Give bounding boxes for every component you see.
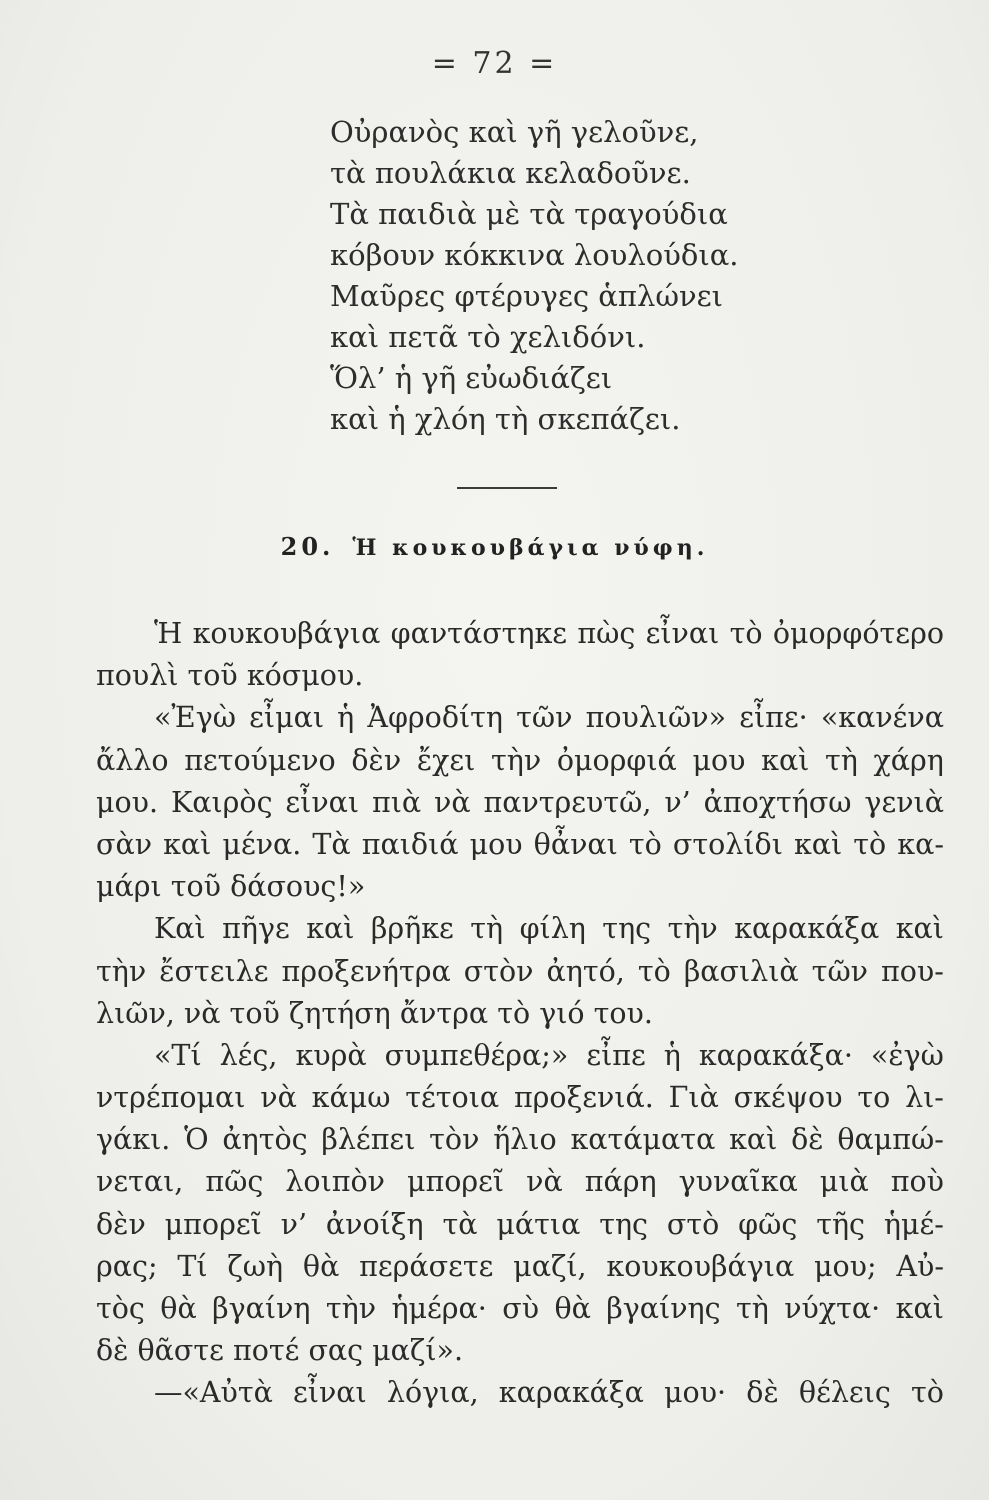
prose-word: Ὁ [184,1123,209,1157]
prose-word: θαμπώ- [837,1123,944,1157]
prose-word: θἆναι [533,827,618,861]
prose-word: γυναῖκα [678,1165,798,1199]
prose-word: προξενιά. [513,1081,654,1115]
prose-word: «Τί [154,1038,202,1072]
prose-word: καὶ [729,1123,778,1157]
prose-word: καὶ [163,827,212,861]
prose-line [96,697,944,739]
prose-word: τῶν [811,954,869,988]
prose-word: λοιπὸν [285,1165,385,1199]
prose-word: εἶναι [293,1376,367,1410]
prose-word: θὰ [302,1249,340,1283]
prose-word: κουκουβάγια [606,1249,795,1283]
prose-word: ἀητό, [546,954,625,988]
prose-word: ἄλλο [96,743,169,777]
prose-word: νὰ [260,1081,297,1115]
prose-word: κατάματα [570,1123,716,1157]
prose-line: πουλὶ τοῦ κόσμου. [96,659,364,693]
prose-word: τῶν [516,701,573,735]
prose-word: σκέψου [733,1081,843,1115]
prose-word: κα- [897,827,944,861]
poem-line: καὶ πετᾶ τὸ χελιδόνι. [330,320,646,354]
prose-word: περάσετε [359,1249,494,1283]
prose-line [96,1246,944,1288]
prose-word: καὶ [895,912,944,946]
poem-line: τὰ πουλάκια κελαδοῦνε. [330,156,691,190]
prose-word: ποὺ [890,1165,944,1199]
prose-word: νὰ [434,785,471,819]
prose-word: τὸ [910,1376,944,1410]
prose-word: θὰ [160,1292,197,1325]
prose-word: λόγια, [386,1376,479,1410]
prose-word: ν’ [664,785,691,819]
prose-word: παιδιά [361,827,459,861]
prose-word: ἔστειλε [159,954,269,988]
prose-word: τὸν [429,1123,480,1157]
prose-word: πουλιῶν» [585,701,727,735]
prose-word: τὴν [325,1292,377,1325]
prose-word: εἶναι [645,617,720,650]
prose-line [96,1077,944,1119]
prose-line: λιῶν, νὰ τοῦ ζητήση ἄντρα τὸ γιό του. [96,996,653,1030]
prose-word: ἔχει [416,743,476,777]
prose-line [96,782,944,824]
poem-line: Τὰ παιδιὰ μὲ τὰ τραγούδια [330,197,728,231]
prose-word: καρακάξα [734,912,880,946]
prose-word: Καὶ [154,912,206,946]
prose-word: Αὐ- [896,1249,944,1283]
prose-word: τὴ [470,912,504,946]
prose-word: φαντάστηκε [390,617,568,650]
prose-word: ἡ [663,1038,681,1072]
prose-word: τὴν [96,954,147,988]
prose-word: πῆγε [222,912,290,946]
prose-word: ν’ [280,1207,308,1241]
prose-word: εἶναι [285,785,360,819]
prose-word: ἡμέ- [883,1207,944,1241]
prose-word: τὴν [667,912,718,946]
prose-word: πάρη [584,1165,657,1199]
prose-word: Γιὰ [668,1081,719,1115]
prose-word: φῶς [738,1207,798,1241]
prose-word: τὴ [825,743,858,777]
prose-line [96,1288,944,1330]
prose-word: τὸ [729,617,763,650]
prose-word: νεται, [96,1165,184,1199]
prose-line [96,1372,944,1414]
prose-word: μου. [96,785,159,819]
prose-word: «ἐγὼ [870,1038,944,1072]
prose-word: βλέπει [321,1123,416,1157]
prose-word: βγαίνης [606,1292,721,1325]
prose-line [96,1119,944,1161]
prose-word: ἡ [337,701,355,735]
prose-word: χάρη [873,743,944,777]
prose-word: ντρέπομαι [96,1081,246,1115]
section-heading [0,532,989,561]
poem-line: Μαῦρες φτέρυγες ἁπλώνει [330,279,724,313]
prose-word: της [602,912,652,946]
prose-word: στὸ [666,1207,720,1241]
prose-word: σὺ [502,1292,540,1325]
poem-line: καὶ ἡ χλόη τὴ σκεπάζει. [330,402,681,436]
prose-word: —«Αὐτὰ [154,1376,273,1410]
prose-word: εἶπε [586,1038,646,1072]
prose-word: σὰν [96,827,153,861]
prose-word: λι- [905,1081,944,1115]
prose-line [96,908,944,950]
prose-word: τέτοια [405,1081,500,1115]
section-number: 20. [280,532,335,561]
prose-line [96,1035,944,1077]
prose-word: καὶ [306,912,355,946]
prose-word: μαζί, [513,1249,587,1283]
prose-word: πιὰ [371,785,422,819]
prose-word: τὰ [442,1207,478,1241]
prose-word: κάμω [311,1081,391,1115]
prose-word: γενιὰ [864,785,944,819]
prose-word: προξενήτρα [281,954,451,988]
prose-word: μπορεῖ [407,1165,505,1199]
prose-word: καὶ [895,1292,944,1325]
poem-line: Ὅλ’ ἡ γῆ εὐωδιάζει [330,361,613,395]
prose-word: ἡμέρα· [391,1292,487,1325]
prose-word: Ἀφροδίτη [367,701,504,735]
prose-word: δὲ [791,1123,824,1157]
prose-body [96,613,944,1415]
prose-word: ἀποχτήσω [703,785,852,819]
poem-stanza [330,112,850,440]
prose-word: στολίδι [672,827,783,861]
prose-word: καὶ [793,827,843,861]
prose-word: τὸ [853,827,887,861]
prose-word: κουκουβάγια [192,617,381,650]
prose-word: ρας; [96,1249,158,1283]
prose-word: της [599,1207,649,1241]
prose-word: πετούμενο [184,743,336,777]
prose-word: μου [469,827,523,861]
section-divider [457,487,557,489]
prose-word: τὸ [637,954,671,988]
prose-word: που- [881,954,944,988]
prose-word: δὲ [746,1376,779,1410]
prose-word: λές, [219,1038,278,1072]
prose-word: γάκι. [96,1123,171,1157]
prose-word: θὰ [554,1292,591,1325]
page-number: = 72 = [431,46,558,81]
prose-word: Τί [177,1249,208,1283]
prose-word: τῆς [816,1207,866,1241]
prose-word: εἶπε· [739,701,808,735]
prose-word: «Ἐγὼ [154,701,237,735]
prose-word: τὸς [96,1292,145,1325]
prose-word: «κανένα [820,701,944,735]
prose-word: καὶ [761,743,810,777]
prose-word: Καιρὸς [170,785,273,819]
prose-word: Τὰ [312,827,351,861]
prose-word: ὀμορφότερο [772,617,944,650]
prose-word: ἀητὸς [222,1123,308,1157]
prose-word: μου; [814,1249,877,1283]
prose-line [96,740,944,782]
prose-word: μιὰ [819,1165,869,1199]
prose-word: βασιλιὰ [683,954,799,988]
prose-word: Ἡ [154,617,183,650]
prose-word: μου [692,743,746,777]
prose-line: μάρι τοῦ δάσους!» [96,870,366,904]
prose-word: κυρὰ [295,1038,367,1072]
prose-word: παντρευτῶ, [483,785,652,819]
prose-word: συμπεθέρα;» [384,1038,569,1072]
prose-line: δὲ θᾶστε ποτέ σας μαζί». [96,1334,464,1368]
prose-line [96,1204,944,1246]
prose-word: μου· [664,1376,727,1410]
prose-line [96,1161,944,1203]
poem-line: Οὐρανὸς καὶ γῆ γελοῦνε, [330,115,699,149]
prose-word: πῶς [205,1165,264,1199]
prose-word: νὰ [526,1165,563,1199]
prose-word: το [857,1081,891,1115]
prose-word: νύχτα· [784,1292,881,1325]
prose-word: στὸν [463,954,534,988]
prose-word: δὲν [351,743,402,777]
prose-line [96,613,944,655]
prose-word: πὼς [577,617,636,650]
prose-line [96,951,944,993]
prose-word: ζωὴ [227,1249,284,1283]
prose-word: θέλεις [798,1376,891,1410]
prose-word: καρακάξα· [698,1038,853,1072]
prose-word: ὀμορφιά [556,743,677,777]
prose-word: εἶμαι [249,701,325,735]
prose-word: καρακάξα [498,1376,644,1410]
poem-line: κόβουν κόκκινα λουλούδια. [330,238,739,272]
prose-word: τὴ [735,1292,769,1325]
prose-word: φίλη [519,912,586,946]
prose-word: ἥλιο [493,1123,557,1157]
prose-word: βρῆκε [370,912,454,946]
prose-word: μένα. [222,827,302,861]
prose-word: τὸ [628,827,662,861]
prose-line [96,824,944,866]
prose-word: μπορεῖ [164,1207,262,1241]
prose-word: ἀνοίξη [325,1207,424,1241]
prose-word: τὴν [490,743,542,777]
prose-word: μάτια [496,1207,581,1241]
prose-word: βγαίνη [212,1292,311,1325]
section-title: Ἡ κουκουβάγια νύφη. [352,535,709,561]
prose-word: δὲν [96,1207,146,1241]
